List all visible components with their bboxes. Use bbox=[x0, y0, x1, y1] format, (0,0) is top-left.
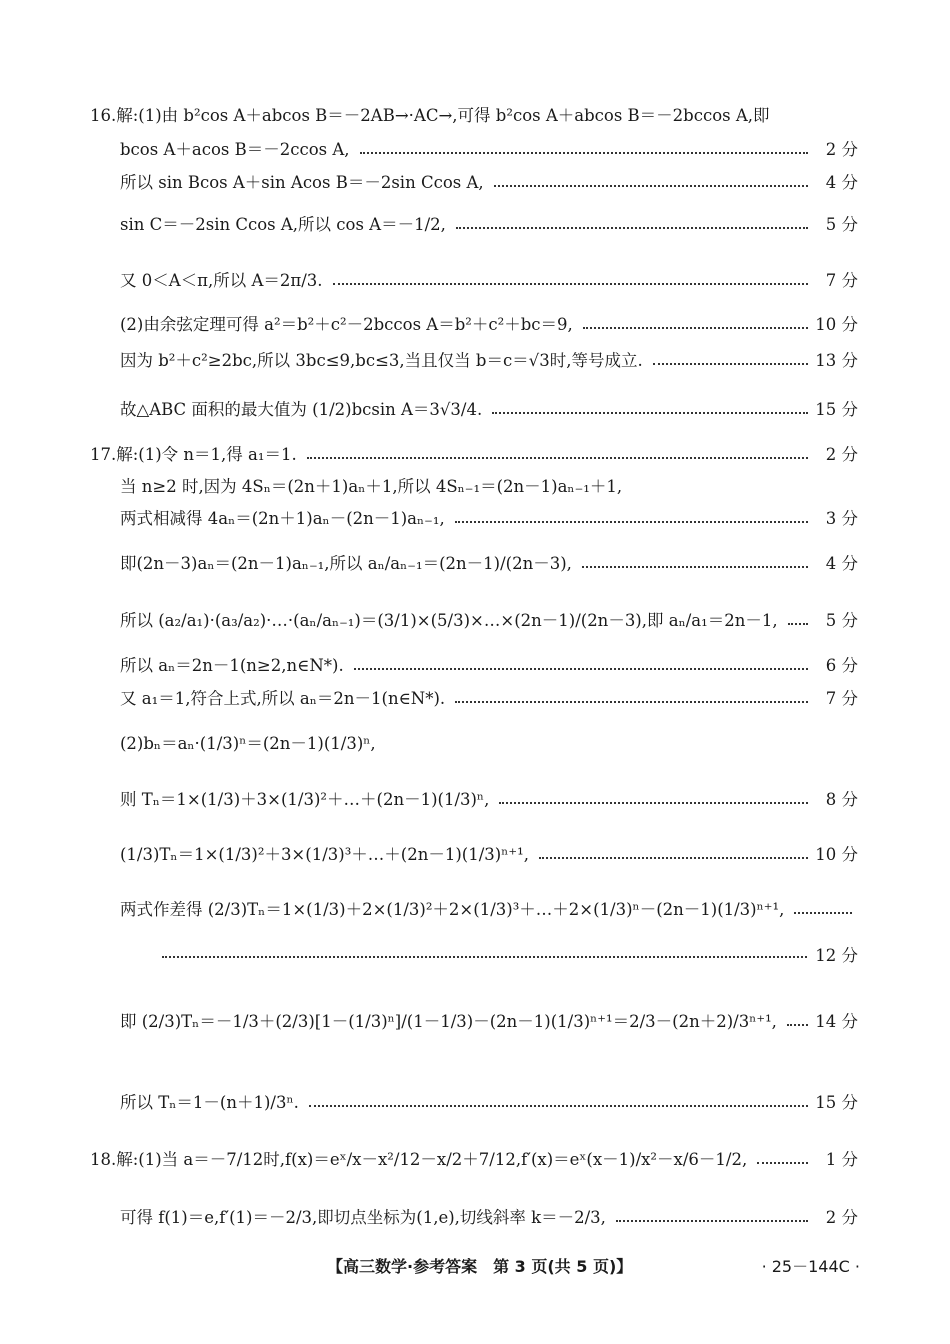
leader-dots bbox=[354, 668, 808, 670]
score: 15 分 bbox=[815, 1093, 858, 1112]
score: 4 分 bbox=[825, 173, 858, 192]
line-16-part2-step2 bbox=[120, 350, 858, 372]
leader-dots bbox=[757, 1162, 808, 1164]
line-16-part2-step1 bbox=[120, 314, 858, 336]
leader-dots bbox=[333, 283, 808, 285]
line-16-step2 bbox=[120, 172, 858, 194]
leader-dots bbox=[360, 152, 808, 154]
leader-dots bbox=[162, 956, 807, 958]
line-17-step1 bbox=[90, 444, 858, 466]
line-text: 又 0＜A＜π,所以 A＝2π/3. bbox=[120, 271, 323, 290]
line-text: 可得 f(1)＝e,f′(1)＝－2/3,即切点坐标为(1,e),切线斜率 k＝－2/3, bbox=[120, 1208, 606, 1227]
score: 12 分 bbox=[815, 946, 858, 965]
line-17-step3 bbox=[120, 508, 858, 530]
line-16-step4 bbox=[120, 270, 858, 292]
leader-dots bbox=[499, 802, 808, 804]
line-text: 17.解:(1)令 n＝1,得 a₁＝1. bbox=[90, 445, 297, 464]
footer-page-info: 【高三数学·参考答案 第 3 页(共 5 页)】 bbox=[327, 1257, 633, 1276]
line-16-step1 bbox=[120, 139, 858, 161]
line-17-part2-step2 bbox=[120, 789, 858, 811]
score: 13 分 bbox=[815, 351, 858, 370]
line-17-step5 bbox=[120, 610, 858, 632]
leader-dots bbox=[539, 857, 808, 859]
leader-dots bbox=[456, 227, 808, 229]
score: 2 分 bbox=[825, 140, 858, 159]
line-text: (1/3)Tₙ＝1×(1/3)²＋3×(1/3)³＋…＋(2n－1)(1/3)ⁿ⁺¹, bbox=[120, 845, 529, 864]
leader-dots bbox=[455, 521, 808, 523]
line-16-intro bbox=[90, 105, 858, 127]
line-17-step2 bbox=[120, 476, 858, 498]
score: 1 分 bbox=[825, 1150, 858, 1169]
score: 10 分 bbox=[815, 845, 858, 864]
score: 7 分 bbox=[825, 689, 858, 708]
line-17-part2-step4 bbox=[120, 899, 858, 921]
leader-dots bbox=[455, 701, 808, 703]
line-17-part2-step6 bbox=[120, 1092, 858, 1114]
score: 7 分 bbox=[825, 271, 858, 290]
leader-dots bbox=[307, 457, 808, 459]
line-text: 即 (2/3)Tₙ＝－1/3＋(2/3)[1－(1/3)ⁿ]/(1－1/3)－(2n－1)(1/3)ⁿ⁺¹＝2/3－(2n＋2)/3ⁿ⁺¹, bbox=[120, 1012, 777, 1031]
score: 15 分 bbox=[815, 400, 858, 419]
score: 8 分 bbox=[825, 790, 858, 809]
line-17-step7 bbox=[120, 688, 858, 710]
leader-dots bbox=[309, 1105, 808, 1107]
line-text: 两式相减得 4aₙ＝(2n＋1)aₙ－(2n－1)aₙ₋₁, bbox=[120, 509, 445, 528]
line-text: 所以 Tₙ＝1－(n＋1)/3ⁿ. bbox=[120, 1093, 299, 1112]
line-text: 当 n≥2 时,因为 4Sₙ＝(2n＋1)aₙ＋1,所以 4Sₙ₋₁＝(2n－1)aₙ₋₁＋1, bbox=[120, 477, 623, 496]
footer-code: · 25－144C · bbox=[761, 1257, 860, 1276]
line-16-step3 bbox=[120, 214, 858, 236]
leader-dots bbox=[492, 412, 808, 414]
line-17-step4 bbox=[120, 553, 858, 575]
line-text: 又 a₁＝1,符合上式,所以 aₙ＝2n－1(n∈N*). bbox=[120, 689, 446, 708]
line-text: 即(2n－3)aₙ＝(2n－1)aₙ₋₁,所以 aₙ/aₙ₋₁＝(2n－1)/(2n－3), bbox=[120, 554, 572, 573]
leader-dots bbox=[653, 363, 808, 365]
score: 6 分 bbox=[825, 656, 858, 675]
score: 14 分 bbox=[815, 1012, 858, 1031]
line-18-step1 bbox=[90, 1149, 858, 1171]
score: 2 分 bbox=[825, 1208, 858, 1227]
line-text: sin C＝－2sin Ccos A,所以 cos A＝－1/2, bbox=[120, 215, 446, 234]
line-text: 所以 (a₂/a₁)·(a₃/a₂)·…·(aₙ/aₙ₋₁)＝(3/1)×(5/3)×…×(2n－1)/(2n－3),即 aₙ/a₁＝2n－1, bbox=[120, 611, 778, 630]
score: 4 分 bbox=[825, 554, 858, 573]
score: 2 分 bbox=[825, 445, 858, 464]
leader-dots bbox=[582, 566, 808, 568]
line-17-part2-step4-cont bbox=[162, 943, 858, 965]
line-text: bcos A＋acos B＝－2ccos A, bbox=[120, 140, 350, 159]
leader-dots bbox=[787, 1024, 808, 1026]
line-text: 故△ABC 面积的最大值为 (1/2)bcsin A＝3√3/4. bbox=[120, 400, 483, 419]
leader-dots bbox=[794, 912, 852, 914]
score: 5 分 bbox=[825, 215, 858, 234]
line-text: 16.解:(1)由 b²cos A＋abcos B＝－2AB→·AC→,可得 b²cos A＋abcos B＝－2bccos A,即 bbox=[90, 106, 770, 125]
leader-dots bbox=[616, 1220, 808, 1222]
line-text: 因为 b²＋c²≥2bc,所以 3bc≤9,bc≤3,当且仅当 b＝c＝√3时,等号成立. bbox=[120, 351, 643, 370]
line-17-part2-step5 bbox=[120, 1011, 858, 1033]
line-text: 两式作差得 (2/3)Tₙ＝1×(1/3)＋2×(1/3)²＋2×(1/3)³＋…＋2×(1/3)ⁿ－(2n－1)(1/3)ⁿ⁺¹, bbox=[120, 900, 785, 919]
line-text: (2)bₙ＝aₙ·(1/3)ⁿ＝(2n－1)(1/3)ⁿ, bbox=[120, 734, 376, 753]
line-17-step6 bbox=[120, 655, 858, 677]
line-text: 所以 sin Bcos A＋sin Acos B＝－2sin Ccos A, bbox=[120, 173, 484, 192]
line-text: 则 Tₙ＝1×(1/3)＋3×(1/3)²＋…＋(2n－1)(1/3)ⁿ, bbox=[120, 790, 490, 809]
line-text: 所以 aₙ＝2n－1(n≥2,n∈N*). bbox=[120, 656, 344, 675]
leader-dots bbox=[583, 327, 808, 329]
line-text: (2)由余弦定理可得 a²＝b²＋c²－2bccos A＝b²＋c²＋bc＝9, bbox=[120, 315, 573, 334]
leader-dots bbox=[788, 623, 808, 625]
line-text: 18.解:(1)当 a＝－7/12时,f(x)＝eˣ/x－x²/12－x/2＋7/12,f′(x)＝eˣ(x－1)/x²－x/6－1/2, bbox=[90, 1150, 748, 1169]
leader-dots bbox=[494, 185, 808, 187]
score: 3 分 bbox=[825, 509, 858, 528]
line-17-part2-step1 bbox=[120, 733, 858, 755]
line-17-part2-step3 bbox=[120, 844, 858, 866]
line-18-step2 bbox=[120, 1207, 858, 1229]
line-16-part2-step3 bbox=[120, 399, 858, 421]
score: 10 分 bbox=[815, 315, 858, 334]
score: 5 分 bbox=[825, 611, 858, 630]
